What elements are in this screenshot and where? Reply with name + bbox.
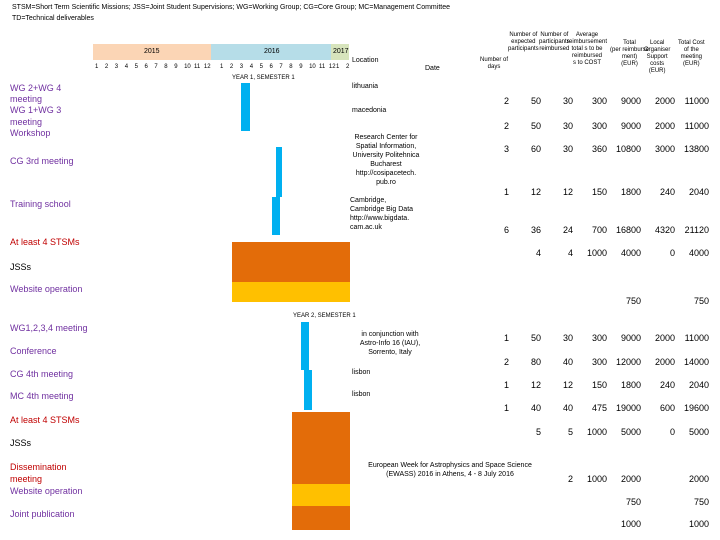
cell-row-m-col-4: 2000 [620, 474, 641, 484]
cell-row-d-col-2: 12 [562, 187, 573, 197]
y2016-month: 3 [239, 64, 244, 70]
activity-label: Workshop [10, 128, 51, 138]
cell-row-f-col-2: 4 [567, 248, 573, 258]
cell-row-e-col-0: 6 [503, 225, 509, 235]
y2016-month: 7 [279, 64, 283, 70]
activity-label: Conference [10, 346, 57, 356]
cell-row-a-col-6: 11000 [684, 96, 709, 106]
y2015-month: 5 [134, 64, 138, 70]
cell-row-l-col-2: 5 [567, 427, 573, 437]
bar-stsms-y1 [232, 242, 350, 262]
year-2017-label: 2017 [333, 48, 349, 55]
bar-joint-publication [292, 506, 350, 530]
cell-row-h-col-0: 1 [503, 333, 509, 343]
bar-website-y2 [292, 484, 350, 506]
cell-row-j-col-5: 240 [659, 380, 675, 390]
cell-row-i-col-6: 14000 [683, 357, 709, 367]
cell-row-l-col-3: 1000 [586, 427, 607, 437]
y2016-month: 4 [249, 64, 254, 70]
bar-training-school [272, 197, 280, 235]
y2015-month: 1 [95, 64, 99, 70]
cell-row-d-col-6: 2040 [688, 187, 709, 197]
cell-row-i-col-5: 2000 [654, 357, 675, 367]
y2016-month: 1 [220, 64, 224, 70]
cell-row-f-col-4: 4000 [620, 248, 641, 258]
cell-row-i-col-3: 300 [591, 357, 607, 367]
cell-row-a-col-2: 30 [562, 96, 573, 106]
col-avg-reimbursement: Average reimbursement total s to be reimbursed s to COST [567, 32, 608, 66]
cell-row-e-col-5: 4320 [654, 225, 675, 235]
location-lithuania: lithuania [352, 83, 379, 90]
y2016-month: 12 [328, 64, 336, 70]
y2015-month: 10 [184, 64, 191, 70]
cell-row-d-col-3: 150 [591, 187, 607, 197]
cell-row-h-col-2: 30 [562, 333, 573, 343]
cell-row-f-col-5: 0 [669, 248, 675, 258]
location-sorrento: in conjunction with Astro-Info 16 (IAU), Sorrento, Italy [359, 331, 421, 356]
col-date: Date [425, 65, 440, 72]
activity-label: WG1,2,3,4 meeting [10, 323, 88, 333]
cell-row-m-col-2: 2 [567, 474, 573, 484]
cell-row-f-col-1: 4 [535, 248, 541, 258]
cell-row-l-col-1: 5 [535, 427, 541, 437]
cell-row-b-col-0: 2 [503, 121, 509, 131]
cell-row-k-col-6: 19600 [683, 403, 709, 413]
y2015-month: 6 [144, 64, 148, 70]
col-location: Location [352, 57, 379, 64]
cell-row-j-col-3: 150 [591, 380, 607, 390]
cell-row-b-col-6: 11000 [684, 121, 709, 131]
location-ewass: European Week for Astrophysics and Space Science (EWASS) 2016 in Athens, 4 - 8 July 2016 [368, 462, 532, 478]
cell-row-n-col-4: 750 [625, 497, 641, 507]
cell-row-a-col-0: 2 [503, 96, 509, 106]
y2015-month: 4 [124, 64, 129, 70]
cell-row-j-col-4: 1800 [620, 380, 641, 390]
cell-row-o-col-6: 1000 [688, 519, 709, 529]
cell-row-i-col-2: 40 [562, 357, 573, 367]
col-total-cost: Total Cost of the meeting (EUR) [678, 40, 705, 67]
cell-row-n-col-6: 750 [693, 497, 709, 507]
cell-row-m-col-3: 1000 [586, 474, 607, 484]
cell-row-a-col-1: 50 [530, 96, 541, 106]
activity-label: WG 2+WG 4 [10, 83, 62, 93]
bar-cg-mc-meeting [304, 370, 312, 410]
year-2016-label: 2016 [264, 48, 280, 55]
year-2015-label: 2015 [144, 48, 160, 55]
activity-label: meeting [10, 474, 43, 484]
cell-row-j-col-1: 12 [530, 380, 541, 390]
bar-stsms-y2 [292, 412, 350, 436]
activity-label: At least 4 STSMs [10, 237, 80, 247]
bar-cg-3rd-meeting [276, 147, 282, 197]
cell-row-i-col-1: 80 [530, 357, 541, 367]
activity-label: meeting [10, 94, 43, 104]
cell-row-l-col-4: 5000 [620, 427, 641, 437]
activity-label: Training school [10, 199, 71, 209]
col-participants-reimbursed: Number of participants reimbursed [539, 32, 570, 52]
y2015-month: 7 [154, 64, 158, 70]
cell-row-f-col-3: 1000 [586, 248, 607, 258]
y2015-month: 8 [164, 64, 168, 70]
y2015-month: 12 [203, 64, 211, 70]
cell-row-h-col-3: 300 [591, 333, 607, 343]
cell-row-k-col-4: 19000 [615, 403, 641, 413]
cell-row-f-col-6: 4000 [688, 248, 709, 258]
bar-jsss-y2 [292, 436, 350, 460]
cell-row-k-col-1: 40 [530, 403, 541, 413]
cell-row-d-col-0: 1 [503, 187, 509, 197]
cell-row-c-col-2: 30 [562, 144, 573, 154]
cell-row-k-col-3: 475 [591, 403, 607, 413]
col-expected-participants: Number of expected participants [508, 32, 539, 52]
activity-label: Website operation [10, 486, 83, 496]
y2016-month: 9 [299, 64, 303, 70]
cell-row-i-col-4: 12000 [615, 357, 641, 367]
col-total-reimburse: Total (per reimburse ment) (EUR) [610, 40, 650, 67]
cell-row-j-col-6: 2040 [688, 380, 709, 390]
cell-row-c-col-6: 13800 [683, 144, 709, 154]
cell-row-j-col-0: 1 [503, 380, 509, 390]
cell-row-d-col-4: 1800 [620, 187, 641, 197]
col-num-days: Number of days [480, 57, 509, 70]
cell-row-a-col-3: 300 [591, 96, 607, 106]
legend-line-2: TD=Technical deliverables [12, 15, 94, 22]
y2015-month: 3 [114, 64, 119, 70]
cell-row-a-col-5: 2000 [654, 96, 675, 106]
location-macedonia: macedonia [352, 107, 387, 114]
cell-row-j-col-2: 12 [562, 380, 573, 390]
cell-row-m-col-6: 2000 [688, 474, 709, 484]
semester-1-label: YEAR 1, SEMESTER 1 [232, 75, 295, 81]
cell-row-e-col-3: 700 [591, 225, 607, 235]
cell-row-e-col-4: 16800 [615, 225, 641, 235]
activity-label: CG 4th meeting [10, 369, 74, 379]
cell-row-k-col-5: 600 [659, 403, 675, 413]
cell-row-e-col-1: 36 [530, 225, 541, 235]
activity-label: CG 3rd meeting [10, 156, 74, 166]
y2016-month: 6 [269, 64, 273, 70]
semester-2-label: YEAR 2, SEMESTER 1 [293, 313, 356, 319]
cell-row-k-col-2: 40 [562, 403, 573, 413]
y2016-month: 2 [229, 64, 234, 70]
cell-row-c-col-3: 360 [591, 144, 607, 154]
y2016-month: 10 [309, 64, 316, 70]
y2017-month: 2 [346, 64, 350, 70]
cell-row-h-col-6: 11000 [684, 333, 709, 343]
activity-label: Dissemination [10, 462, 67, 472]
col-local-organiser: Local Organiser Support costs (EUR) [644, 40, 671, 74]
cell-row-h-col-1: 50 [530, 333, 541, 343]
cell-row-l-col-5: 0 [669, 427, 675, 437]
y2016-month: 11 [319, 64, 326, 70]
cell-row-b-col-5: 2000 [654, 121, 675, 131]
activity-label: MC 4th meeting [10, 391, 74, 401]
cell-row-b-col-2: 30 [562, 121, 573, 131]
cell-row-c-col-0: 3 [503, 144, 509, 154]
activity-label: Website operation [10, 284, 83, 294]
activity-label: JSSs [10, 438, 32, 448]
y2017-month: 1 [336, 64, 340, 70]
cell-row-b-col-4: 9000 [620, 121, 641, 131]
cell-row-l-col-6: 5000 [688, 427, 709, 437]
activity-label: Joint publication [10, 509, 75, 519]
location-lisbon-cg: lisbon [352, 369, 371, 376]
cell-row-d-col-5: 240 [659, 187, 675, 197]
bar-wg-meetings [241, 83, 250, 131]
activity-label: At least 4 STSMs [10, 415, 80, 425]
cell-row-d-col-1: 12 [530, 187, 541, 197]
location-bucharest: Research Center for Spatial Information, University Politehnica Bucharest http://cosipacetech. pub.ro [352, 134, 420, 186]
cell-row-e-col-2: 24 [562, 225, 573, 235]
cell-row-a-col-4: 9000 [620, 96, 641, 106]
cell-row-b-col-3: 300 [591, 121, 607, 131]
legend-line-1: STSM=Short Term Scientific Missions; JSS=Joint Student Supervisions; WG=Working Group; CG=Core Group; MC=Management Committee [12, 4, 450, 11]
location-lisbon-mc: lisbon [352, 391, 371, 398]
cell-row-c-col-4: 10800 [615, 144, 641, 154]
cell-row-h-col-4: 9000 [620, 333, 641, 343]
cell-row-h-col-5: 2000 [654, 333, 675, 343]
cell-row-e-col-6: 21120 [684, 225, 709, 235]
activity-label: meeting [10, 117, 43, 127]
y2015-month: 9 [174, 64, 178, 70]
y2015-month: 11 [194, 64, 201, 70]
cell-row-k-col-0: 1 [503, 403, 509, 413]
cell-row-o-col-4: 1000 [620, 519, 641, 529]
bar-jsss-y1 [232, 262, 350, 282]
location-cambridge: Cambridge, Cambridge Big Data http://www.bigdata. cam.ac.uk [350, 197, 414, 231]
y2015-month: 2 [104, 64, 109, 70]
bar-website-y1 [232, 282, 350, 302]
activity-label: WG 1+WG 3 [10, 105, 62, 115]
cell-row-i-col-0: 2 [503, 357, 509, 367]
activity-label: JSSs [10, 262, 32, 272]
cell-row-g-col-6: 750 [693, 296, 709, 306]
cell-row-c-col-5: 3000 [654, 144, 675, 154]
cell-row-g-col-4: 750 [625, 296, 641, 306]
y2016-month: 5 [259, 64, 263, 70]
bar-wg-meeting-y2 [301, 322, 309, 370]
cell-row-b-col-1: 50 [530, 121, 541, 131]
cell-row-c-col-1: 60 [530, 144, 541, 154]
y2016-month: 8 [289, 64, 293, 70]
